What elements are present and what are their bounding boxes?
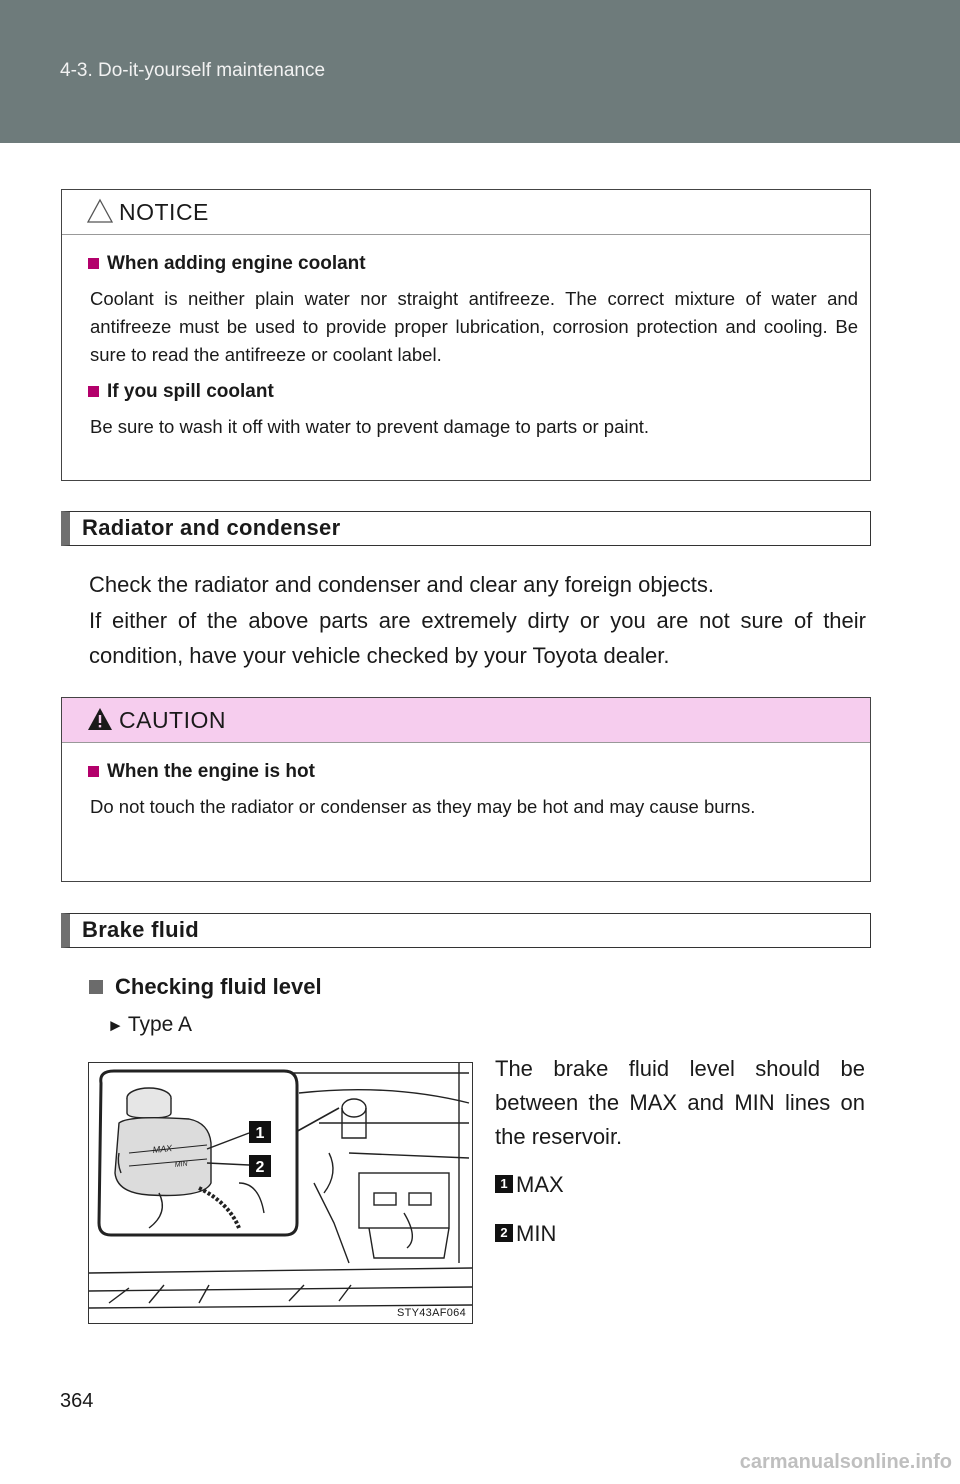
brake-fluid-description: The brake fluid level should be between the MAX and MIN lines on the reservoir.: [495, 1056, 865, 1149]
type-label: ► Type A: [107, 1013, 193, 1036]
radiator-paragraph-2: If either of the above parts are extremely dirty or you are not sure of their condition, have your vehicle checked by your Toyota dealer.: [89, 608, 866, 668]
notice-item-text: Coolant is neither plain water nor straight antifreeze. The correct mixture of water and antifreeze must be used to provide proper lubrication, corrosion protection and cooling. Be sure to read the antifreeze or coolant label.: [90, 288, 858, 365]
warning-outline-icon: [86, 198, 114, 224]
figure-code: STY43AF064: [396, 1307, 466, 1319]
callout-2-label: 2: [255, 1159, 265, 1176]
caution-item-title: When the engine is hot: [88, 761, 858, 783]
notice-body: [62, 235, 870, 441]
section-heading-radiator: Radiator and condenser: [61, 511, 871, 546]
section-title: 4-3. Do-it-yourself maintenance: [60, 60, 326, 81]
watermark: carmanualsonline.info: [739, 1451, 952, 1473]
section-heading-brake-fluid: Brake fluid: [61, 913, 871, 948]
legend-number-1: 1: [495, 1175, 513, 1193]
page-number: 364: [60, 1390, 94, 1412]
engine-bay-drawing: [89, 1063, 472, 1323]
notice-item-text: Be sure to wash it off with water to prevent damage to parts or paint.: [90, 416, 650, 437]
caution-box: [61, 697, 871, 882]
caution-header: [62, 698, 870, 743]
radiator-paragraph-1: Check the radiator and condenser and clear any foreign objects.: [89, 572, 714, 597]
brake-reservoir-illustration: [88, 1062, 473, 1324]
legend-item-min: 2 MIN: [495, 1221, 556, 1247]
legend-item-max: 1 MAX: [495, 1172, 564, 1198]
caution-title: CAUTION: [119, 707, 226, 733]
min-line-mark: MIN: [174, 1160, 188, 1169]
notice-box: [61, 189, 871, 481]
notice-header: [62, 190, 870, 235]
bullet-square-icon: [88, 258, 99, 269]
notice-title: NOTICE: [119, 199, 209, 225]
bullet-square-icon: [88, 386, 99, 397]
page-header: [0, 0, 960, 143]
caution-body: [62, 743, 870, 821]
subheading-checking-fluid: Checking fluid level: [89, 974, 322, 1000]
notice-item-title: When adding engine coolant: [88, 253, 858, 275]
bullet-square-icon: [88, 766, 99, 777]
notice-item-title: If you spill coolant: [88, 381, 858, 403]
callout-1-label: 1: [255, 1125, 265, 1142]
warning-icon: [86, 706, 114, 732]
triangle-pointer-icon: ►: [107, 1016, 124, 1035]
bullet-square-icon: [89, 980, 103, 994]
caution-item-text: Do not touch the radiator or condenser as they may be hot and may cause burns.: [90, 796, 756, 817]
legend-number-2: 2: [495, 1224, 513, 1242]
max-line-mark: MAX: [152, 1143, 173, 1155]
